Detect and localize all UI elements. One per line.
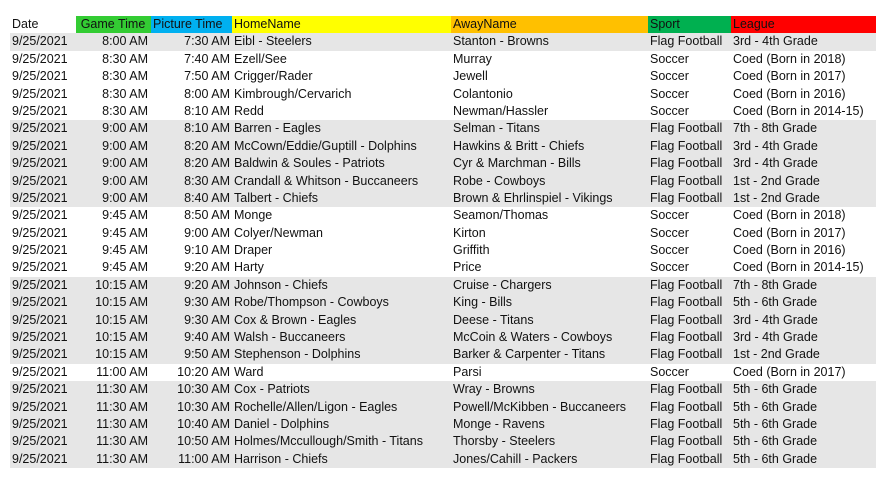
cell-game-time[interactable]: 8:00 AM bbox=[102, 34, 148, 49]
cell-sport[interactable]: Flag Football bbox=[650, 416, 723, 431]
cell-picture-time[interactable]: 11:00 AM bbox=[178, 451, 230, 466]
cell-date[interactable]: 9/25/2021 bbox=[12, 382, 68, 397]
cell-game-time[interactable]: 9:00 AM bbox=[102, 173, 148, 188]
cell-game-time[interactable]: 11:30 AM bbox=[96, 451, 148, 466]
cell-game-time[interactable]: 9:45 AM bbox=[102, 243, 148, 258]
cell-sport[interactable]: Flag Football bbox=[650, 277, 723, 292]
cell-away-name[interactable]: Thorsby - Steelers bbox=[453, 434, 556, 449]
cell-date[interactable]: 9/25/2021 bbox=[12, 86, 68, 101]
cell-game-time[interactable]: 10:15 AM bbox=[95, 312, 148, 327]
header-away-name[interactable]: AwayName bbox=[451, 16, 648, 33]
cell-game-time[interactable]: 8:30 AM bbox=[102, 69, 148, 84]
cell-date[interactable]: 9/25/2021 bbox=[12, 190, 68, 205]
cell-league[interactable]: Coed (Born in 2016) bbox=[733, 243, 846, 258]
cell-date[interactable]: 9/25/2021 bbox=[12, 138, 68, 153]
cell-picture-time[interactable]: 7:50 AM bbox=[184, 69, 230, 84]
cell-picture-time[interactable]: 8:50 AM bbox=[184, 208, 230, 223]
cell-game-time[interactable]: 8:30 AM bbox=[102, 103, 148, 118]
cell-game-time[interactable]: 8:30 AM bbox=[102, 51, 148, 66]
cell-away-name[interactable]: Stanton - Browns bbox=[453, 34, 549, 49]
cell-away-name[interactable]: Murray bbox=[453, 51, 492, 66]
cell-picture-time[interactable]: 8:20 AM bbox=[184, 156, 230, 171]
cell-game-time[interactable]: 11:30 AM bbox=[96, 416, 148, 431]
cell-date[interactable]: 9/25/2021 bbox=[12, 416, 68, 431]
cell-sport[interactable]: Flag Football bbox=[650, 399, 723, 414]
cell-league[interactable]: Coed (Born in 2018) bbox=[733, 51, 846, 66]
cell-sport[interactable]: Flag Football bbox=[650, 138, 723, 153]
cell-picture-time[interactable]: 8:10 AM bbox=[184, 121, 230, 136]
cell-game-time[interactable]: 9:00 AM bbox=[102, 121, 148, 136]
cell-sport[interactable]: Flag Football bbox=[650, 156, 723, 171]
cell-date[interactable]: 9/25/2021 bbox=[12, 347, 68, 362]
cell-home-name[interactable]: Monge bbox=[234, 208, 273, 223]
cell-picture-time[interactable]: 9:50 AM bbox=[184, 347, 230, 362]
cell-home-name[interactable]: Stephenson - Dolphins bbox=[234, 347, 361, 362]
cell-home-name[interactable]: Draper bbox=[234, 243, 273, 258]
cell-away-name[interactable]: Selman - Titans bbox=[453, 121, 540, 136]
cell-sport[interactable]: Flag Football bbox=[650, 34, 723, 49]
cell-away-name[interactable]: Hawkins & Britt - Chiefs bbox=[453, 138, 585, 153]
cell-date[interactable]: 9/25/2021 bbox=[12, 225, 68, 240]
cell-picture-time[interactable]: 7:30 AM bbox=[184, 34, 230, 49]
header-picture-time[interactable]: Picture Time bbox=[151, 16, 232, 33]
cell-away-name[interactable]: Brown & Ehrlinspiel - Vikings bbox=[453, 190, 613, 205]
cell-sport[interactable]: Flag Football bbox=[650, 295, 723, 310]
cell-away-name[interactable]: Jones/Cahill - Packers bbox=[453, 451, 578, 466]
cell-away-name[interactable]: Wray - Browns bbox=[453, 382, 535, 397]
cell-picture-time[interactable]: 9:40 AM bbox=[184, 330, 230, 345]
cell-away-name[interactable]: Griffith bbox=[453, 243, 490, 258]
cell-home-name[interactable]: Daniel - Dolphins bbox=[234, 416, 330, 431]
cell-league[interactable]: 3rd - 4th Grade bbox=[733, 312, 818, 327]
header-date[interactable]: Date bbox=[12, 17, 39, 31]
cell-date[interactable]: 9/25/2021 bbox=[12, 451, 68, 466]
cell-away-name[interactable]: Deese - Titans bbox=[453, 312, 534, 327]
cell-game-time[interactable]: 11:30 AM bbox=[96, 399, 148, 414]
cell-date[interactable]: 9/25/2021 bbox=[12, 399, 68, 414]
cell-sport[interactable]: Flag Football bbox=[650, 312, 723, 327]
cell-league[interactable]: 7th - 8th Grade bbox=[733, 277, 818, 292]
cell-league[interactable]: 3rd - 4th Grade bbox=[733, 330, 818, 345]
table-row[interactable] bbox=[10, 225, 876, 242]
cell-game-time[interactable]: 9:45 AM bbox=[102, 208, 148, 223]
cell-sport[interactable]: Flag Football bbox=[650, 121, 723, 136]
cell-date[interactable]: 9/25/2021 bbox=[12, 243, 68, 258]
cell-sport[interactable]: Flag Football bbox=[650, 451, 723, 466]
cell-picture-time[interactable]: 9:20 AM bbox=[184, 260, 230, 275]
cell-picture-time[interactable]: 8:00 AM bbox=[184, 86, 230, 101]
cell-date[interactable]: 9/25/2021 bbox=[12, 208, 68, 223]
table-row[interactable] bbox=[10, 86, 876, 103]
cell-league[interactable]: 5th - 6th Grade bbox=[733, 382, 818, 397]
cell-league[interactable]: Coed (Born in 2018) bbox=[733, 208, 846, 223]
table-row[interactable] bbox=[10, 68, 876, 85]
cell-home-name[interactable]: Harrison - Chiefs bbox=[234, 451, 328, 466]
cell-home-name[interactable]: Colyer/Newman bbox=[234, 225, 323, 240]
cell-game-time[interactable]: 10:15 AM bbox=[95, 295, 148, 310]
cell-home-name[interactable]: Redd bbox=[234, 103, 264, 118]
cell-home-name[interactable]: Holmes/Mccullough/Smith - Titans bbox=[234, 434, 423, 449]
cell-picture-time[interactable]: 9:00 AM bbox=[184, 225, 230, 240]
table-row[interactable] bbox=[10, 51, 876, 68]
table-row[interactable] bbox=[10, 416, 876, 433]
cell-sport[interactable]: Soccer bbox=[650, 208, 689, 223]
cell-game-time[interactable]: 10:15 AM bbox=[95, 330, 148, 345]
cell-sport[interactable]: Flag Football bbox=[650, 173, 723, 188]
cell-picture-time[interactable]: 10:40 AM bbox=[177, 416, 230, 431]
cell-picture-time[interactable]: 10:30 AM bbox=[177, 382, 230, 397]
cell-league[interactable]: 5th - 6th Grade bbox=[733, 295, 818, 310]
cell-home-name[interactable]: Baldwin & Soules - Patriots bbox=[234, 156, 385, 171]
cell-picture-time[interactable]: 9:20 AM bbox=[184, 277, 230, 292]
table-row[interactable] bbox=[10, 207, 876, 224]
cell-sport[interactable]: Flag Football bbox=[650, 434, 723, 449]
cell-date[interactable]: 9/25/2021 bbox=[12, 69, 68, 84]
cell-game-time[interactable]: 11:30 AM bbox=[96, 434, 148, 449]
table-row[interactable] bbox=[10, 346, 876, 363]
header-row bbox=[10, 16, 876, 33]
table-row[interactable] bbox=[10, 294, 876, 311]
cell-home-name[interactable]: Cox - Patriots bbox=[234, 382, 310, 397]
cell-home-name[interactable]: Ward bbox=[234, 364, 264, 379]
cell-league[interactable]: Coed (Born in 2017) bbox=[733, 69, 846, 84]
cell-away-name[interactable]: King - Bills bbox=[453, 295, 513, 310]
cell-league[interactable]: Coed (Born in 2017) bbox=[733, 225, 846, 240]
cell-sport[interactable]: Soccer bbox=[650, 260, 689, 275]
cell-game-time[interactable]: 9:45 AM bbox=[102, 260, 148, 275]
cell-date[interactable]: 9/25/2021 bbox=[12, 330, 68, 345]
cell-home-name[interactable]: Walsh - Buccaneers bbox=[234, 330, 346, 345]
cell-home-name[interactable]: McCown/Eddie/Guptill - Dolphins bbox=[234, 138, 417, 153]
table-row[interactable] bbox=[10, 120, 876, 137]
header-sport[interactable]: Sport bbox=[648, 16, 731, 33]
cell-away-name[interactable]: Price bbox=[453, 260, 482, 275]
cell-away-name[interactable]: Jewell bbox=[453, 69, 488, 84]
cell-away-name[interactable]: Barker & Carpenter - Titans bbox=[453, 347, 606, 362]
cell-game-time[interactable]: 10:15 AM bbox=[95, 347, 148, 362]
table-row[interactable] bbox=[10, 242, 876, 259]
cell-game-time[interactable]: 10:15 AM bbox=[95, 277, 148, 292]
cell-away-name[interactable]: Newman/Hassler bbox=[453, 103, 549, 118]
cell-date[interactable]: 9/25/2021 bbox=[12, 173, 68, 188]
cell-picture-time[interactable]: 8:30 AM bbox=[184, 173, 230, 188]
cell-date[interactable]: 9/25/2021 bbox=[12, 277, 68, 292]
table-body bbox=[10, 33, 876, 468]
cell-away-name[interactable]: McCoin & Waters - Cowboys bbox=[453, 330, 613, 345]
table-row[interactable] bbox=[10, 103, 876, 120]
cell-sport[interactable]: Flag Football bbox=[650, 382, 723, 397]
cell-league[interactable]: 3rd - 4th Grade bbox=[733, 138, 818, 153]
cell-date[interactable]: 9/25/2021 bbox=[12, 34, 68, 49]
cell-away-name[interactable]: Kirton bbox=[453, 225, 486, 240]
table-row[interactable] bbox=[10, 259, 876, 276]
schedule-table bbox=[10, 16, 876, 468]
cell-sport[interactable]: Soccer bbox=[650, 225, 689, 240]
cell-picture-time[interactable]: 8:20 AM bbox=[184, 138, 230, 153]
cell-game-time[interactable]: 9:00 AM bbox=[102, 138, 148, 153]
table-row[interactable] bbox=[10, 451, 876, 468]
cell-game-time[interactable]: 9:45 AM bbox=[102, 225, 148, 240]
cell-league[interactable]: 1st - 2nd Grade bbox=[733, 173, 820, 188]
cell-home-name[interactable]: Eibl - Steelers bbox=[234, 34, 312, 49]
cell-picture-time[interactable]: 10:20 AM bbox=[177, 364, 230, 379]
table-row[interactable] bbox=[10, 138, 876, 155]
cell-league[interactable]: Coed (Born in 2016) bbox=[733, 86, 846, 101]
cell-league[interactable]: Coed (Born in 2014-15) bbox=[733, 103, 864, 118]
cell-home-name[interactable]: Harty bbox=[234, 260, 264, 275]
cell-sport[interactable]: Soccer bbox=[650, 103, 689, 118]
cell-sport[interactable]: Flag Football bbox=[650, 330, 723, 345]
cell-sport[interactable]: Soccer bbox=[650, 51, 689, 66]
table-row[interactable] bbox=[10, 173, 876, 190]
cell-sport[interactable]: Flag Football bbox=[650, 190, 723, 205]
cell-league[interactable]: 7th - 8th Grade bbox=[733, 121, 818, 136]
cell-league[interactable]: 1st - 2nd Grade bbox=[733, 347, 820, 362]
cell-league[interactable]: 1st - 2nd Grade bbox=[733, 190, 820, 205]
cell-home-name[interactable]: Crandall & Whitson - Buccaneers bbox=[234, 173, 419, 188]
cell-game-time[interactable]: 9:00 AM bbox=[102, 156, 148, 171]
cell-game-time[interactable]: 11:00 AM bbox=[96, 364, 148, 379]
cell-date[interactable]: 9/25/2021 bbox=[12, 364, 68, 379]
cell-sport[interactable]: Soccer bbox=[650, 86, 689, 101]
cell-home-name[interactable]: Robe/Thompson - Cowboys bbox=[234, 295, 389, 310]
cell-league[interactable]: Coed (Born in 2014-15) bbox=[733, 260, 864, 275]
cell-home-name[interactable]: Ezell/See bbox=[234, 51, 287, 66]
header-game-time[interactable]: Game Time bbox=[76, 16, 151, 33]
cell-date[interactable]: 9/25/2021 bbox=[12, 121, 68, 136]
cell-date[interactable]: 9/25/2021 bbox=[12, 103, 68, 118]
cell-home-name[interactable]: Johnson - Chiefs bbox=[234, 277, 328, 292]
cell-sport[interactable]: Soccer bbox=[650, 364, 689, 379]
cell-date[interactable]: 9/25/2021 bbox=[12, 156, 68, 171]
cell-game-time[interactable]: 8:30 AM bbox=[102, 86, 148, 101]
table-row[interactable] bbox=[10, 381, 876, 398]
cell-home-name[interactable]: Crigger/Rader bbox=[234, 69, 313, 84]
cell-date[interactable]: 9/25/2021 bbox=[12, 312, 68, 327]
cell-game-time[interactable]: 11:30 AM bbox=[96, 382, 148, 397]
cell-sport[interactable]: Soccer bbox=[650, 243, 689, 258]
cell-home-name[interactable]: Cox & Brown - Eagles bbox=[234, 312, 357, 327]
cell-picture-time[interactable]: 10:30 AM bbox=[177, 399, 230, 414]
header-league[interactable]: League bbox=[731, 16, 876, 33]
cell-away-name[interactable]: Cyr & Marchman - Bills bbox=[453, 156, 581, 171]
cell-picture-time[interactable]: 8:10 AM bbox=[184, 103, 230, 118]
cell-league[interactable]: 3rd - 4th Grade bbox=[733, 156, 818, 171]
table-row[interactable] bbox=[10, 399, 876, 416]
cell-away-name[interactable]: Robe - Cowboys bbox=[453, 173, 546, 188]
header-home-name[interactable]: HomeName bbox=[232, 16, 451, 33]
cell-league[interactable]: 5th - 6th Grade bbox=[733, 451, 818, 466]
cell-sport[interactable]: Flag Football bbox=[650, 347, 723, 362]
table-row[interactable] bbox=[10, 433, 876, 450]
table-row[interactable] bbox=[10, 329, 876, 346]
cell-date[interactable]: 9/25/2021 bbox=[12, 51, 68, 66]
cell-away-name[interactable]: Cruise - Chargers bbox=[453, 277, 552, 292]
cell-home-name[interactable]: Talbert - Chiefs bbox=[234, 190, 319, 205]
cell-game-time[interactable]: 9:00 AM bbox=[102, 190, 148, 205]
cell-league[interactable]: Coed (Born in 2017) bbox=[733, 364, 846, 379]
cell-home-name[interactable]: Kimbrough/Cervarich bbox=[234, 86, 352, 101]
cell-picture-time[interactable]: 9:30 AM bbox=[184, 312, 230, 327]
cell-picture-time[interactable]: 10:50 AM bbox=[177, 434, 230, 449]
cell-away-name[interactable]: Monge - Ravens bbox=[453, 416, 545, 431]
cell-date[interactable]: 9/25/2021 bbox=[12, 295, 68, 310]
cell-away-name[interactable]: Powell/McKibben - Buccaneers bbox=[453, 399, 626, 414]
cell-league[interactable]: 5th - 6th Grade bbox=[733, 434, 818, 449]
table-row[interactable] bbox=[10, 277, 876, 294]
cell-away-name[interactable]: Colantonio bbox=[453, 86, 513, 101]
table-row[interactable] bbox=[10, 155, 876, 172]
cell-away-name[interactable]: Seamon/Thomas bbox=[453, 208, 549, 223]
table-row[interactable] bbox=[10, 190, 876, 207]
cell-picture-time[interactable]: 7:40 AM bbox=[184, 51, 230, 66]
cell-picture-time[interactable]: 8:40 AM bbox=[184, 190, 230, 205]
cell-date[interactable]: 9/25/2021 bbox=[12, 260, 68, 275]
cell-date[interactable]: 9/25/2021 bbox=[12, 434, 68, 449]
cell-home-name[interactable]: Barren - Eagles bbox=[234, 121, 321, 136]
cell-away-name[interactable]: Parsi bbox=[453, 364, 482, 379]
cell-home-name[interactable]: Rochelle/Allen/Ligon - Eagles bbox=[234, 399, 398, 414]
table-row[interactable] bbox=[10, 364, 876, 381]
cell-sport[interactable]: Soccer bbox=[650, 69, 689, 84]
cell-league[interactable]: 3rd - 4th Grade bbox=[733, 34, 818, 49]
cell-picture-time[interactable]: 9:10 AM bbox=[184, 243, 230, 258]
table-row[interactable] bbox=[10, 33, 876, 50]
cell-picture-time[interactable]: 9:30 AM bbox=[184, 295, 230, 310]
cell-league[interactable]: 5th - 6th Grade bbox=[733, 399, 818, 414]
table-row[interactable] bbox=[10, 312, 876, 329]
cell-league[interactable]: 5th - 6th Grade bbox=[733, 416, 818, 431]
